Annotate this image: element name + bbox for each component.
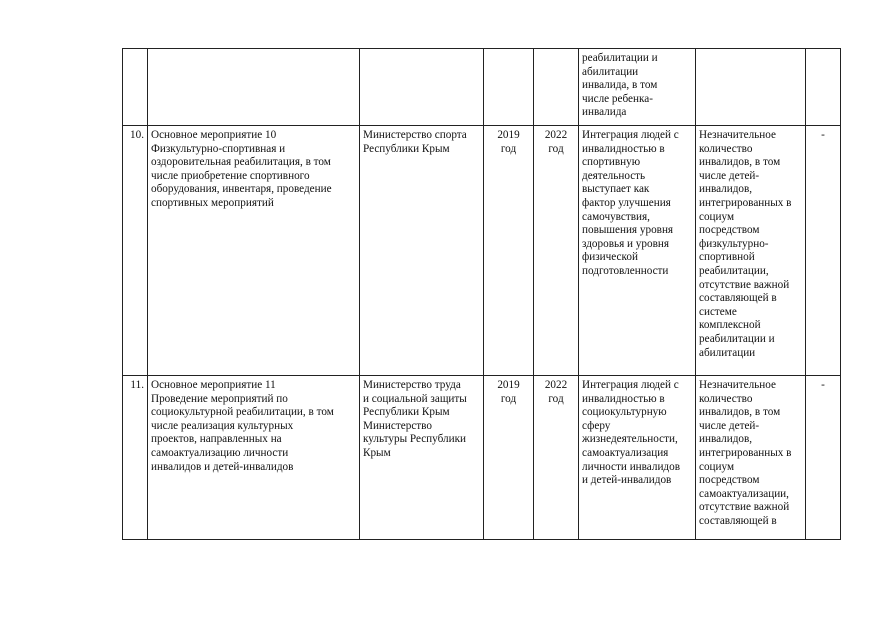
indicator-link <box>806 49 841 126</box>
indicator-link: - <box>806 126 841 376</box>
start-year: 2019 год <box>484 376 534 540</box>
start-year: 2019 год <box>484 126 534 376</box>
measure-name <box>148 49 360 126</box>
non-implementation-consequence: Незначительное количество инвалидов, в том числе детей- инвалидов, интегрированных в социум посредством самоактуализации, отсутствие важной составляющей в <box>696 376 806 540</box>
start-year <box>484 49 534 126</box>
non-implementation-consequence: Незначительное количество инвалидов, в том числе детей- инвалидов, интегрированных в социум посредством физкультурно- спортивной реабилитации, отсутствие важной составляющей в системе комплексной реабилитации и абилитации <box>696 126 806 376</box>
row-number <box>123 49 148 126</box>
expected-result: реабилитации и абилитации инвалида, в том числе ребенка- инвалида <box>579 49 696 126</box>
end-year: 2022 год <box>534 376 579 540</box>
measures-table <box>122 48 841 540</box>
table-row <box>123 376 841 540</box>
executor: Министерство труда и социальной защиты Республики Крым Министерство культуры Республики Крым <box>360 376 484 540</box>
end-year <box>534 49 579 126</box>
table-row <box>123 49 841 126</box>
table-row <box>123 126 841 376</box>
end-year: 2022 год <box>534 126 579 376</box>
measure-name: Основное мероприятие 10 Физкультурно-спортивная и оздоровительная реабилитация, в том числе приобретение спортивного оборудования, инвентаря, проведение спортивных мероприятий <box>148 126 360 376</box>
executor <box>360 49 484 126</box>
measure-name: Основное мероприятие 11 Проведение мероприятий по социокультурной реабилитации, в том числе реализация культурных проектов, направленных на самоактуализацию личности инвалидов и детей-инвалидов <box>148 376 360 540</box>
row-number: 11. <box>123 376 148 540</box>
expected-result: Интеграция людей с инвалидностью в спортивную деятельность выступает как фактор улучшения самочувствия, повышения уровня здоровья и уровня физической подготовленности <box>579 126 696 376</box>
row-number: 10. <box>123 126 148 376</box>
executor: Министерство спорта Республики Крым <box>360 126 484 376</box>
non-implementation-consequence <box>696 49 806 126</box>
indicator-link: - <box>806 376 841 540</box>
expected-result: Интеграция людей с инвалидностью в социокультурную сферу жизнедеятельности, самоактуализация личности инвалидов и детей-инвалидов <box>579 376 696 540</box>
